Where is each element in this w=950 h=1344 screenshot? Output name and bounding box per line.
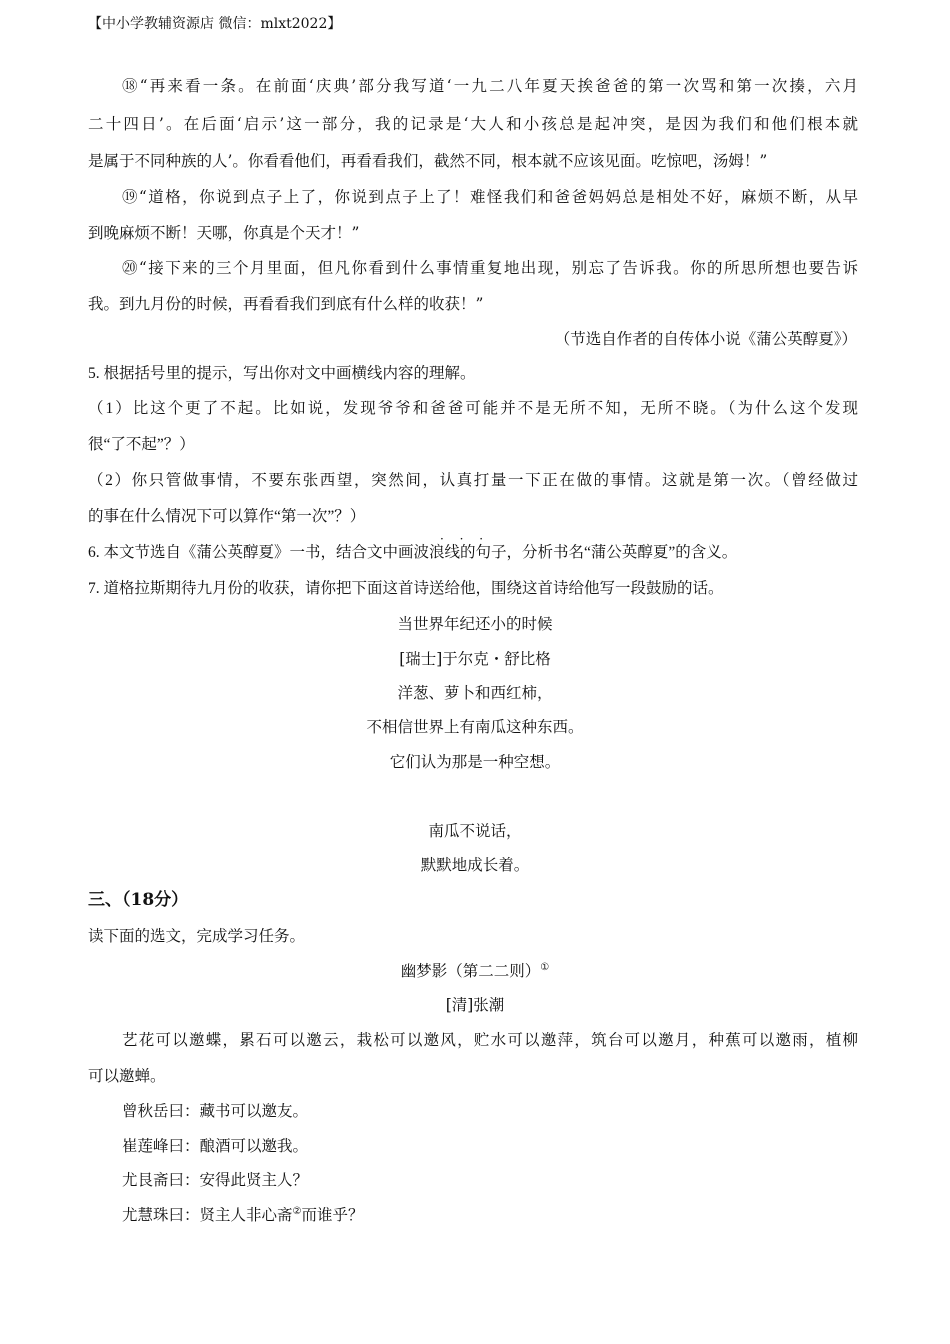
poem-line: 南瓜不说话， (428, 822, 522, 840)
emphasis-dots: · · · (440, 532, 490, 546)
section-instruction: 读下面的选文，完成学习任务。 (88, 928, 306, 945)
comment-line: 尤艮斋曰：安得此贤主人？ (122, 1171, 309, 1189)
poem-line: 默默地成长着。 (420, 856, 530, 874)
question-5-2-line-2: 的事在什么情况下可以算作“第一次”？） (88, 508, 366, 525)
text-title: 幽梦影（第二二则）① (400, 962, 550, 980)
poem-line: 不相信世界上有南瓜这种东西。 (366, 718, 584, 736)
text-body-line-2: 可以邀蝉。 (88, 1067, 166, 1085)
poem-title: 当世界年纪还小的时候 (397, 615, 553, 633)
paragraph-20-line-1: ⑳“接下来的三个月里面，但凡你看到什么事情重复地出现，别忘了告诉我。你的所思所想也要告诉 (122, 259, 858, 277)
comment-line: 崔莲峰曰：酿酒可以邀我。 (122, 1137, 309, 1155)
paragraph-18-line-2: 二十四日’。在后面‘启示’这一部分，我的记录是‘大人和小孩总是起冲突，是因为我们和他们根本就 (88, 115, 858, 133)
poem-author: [瑞士]于尔克・舒比格 (399, 650, 551, 668)
paragraph-18-line-1: ⑱“再来看一条。在前面‘庆典’部分我写道‘一九二八年夏天挨爸爸的第一次骂和第一次揍，六月 (122, 77, 858, 95)
question-7: 7. 道格拉斯期待九月份的收获，请你把下面这首诗送给他，围绕这首诗给他写一段鼓励的话。 (88, 580, 724, 597)
paragraph-19-line-2: 到晚麻烦不断！天哪，你真是个天才！” (88, 224, 360, 242)
paragraph-20-line-2: 我。到九月份的时候，再看看我们到底有什么样的收获！” (88, 295, 484, 313)
footnote-marker: ① (540, 962, 550, 973)
footnote-marker: ② (292, 1206, 302, 1217)
source-note: （节选自作者的自传体小说《蒲公英醇夏》） (554, 330, 857, 348)
text-author: [清]张潮 (445, 996, 505, 1014)
question-5-1-line-1: （1）比这个更了不起。比如说，发现爷爷和爸爸可能并不是无所不知，无所不晓。（为什么这个发现 (88, 400, 858, 417)
text-body-line-1: 艺花可以邀蝶，累石可以邀云，栽松可以邀风，贮水可以邀萍，筑台可以邀月，种蕉可以邀雨，植柳 (122, 1031, 858, 1049)
question-5-2-line-1: （2）你只管做事情，不要东张西望，突然间，认真打量一下正在做的事情。这就是第一次。（曾经做过 (88, 472, 858, 489)
paragraph-18-line-3: 是属于不同种族的人’。你看看他们，再看看我们，截然不同，根本就不应该见面。吃惊吧，汤姆！” (88, 152, 768, 170)
page-header: 【中小学教辅资源店 微信：mlxt2022】 (88, 16, 342, 32)
question-5: 5. 根据括号里的提示，写出你对文中画横线内容的理解。 (88, 365, 476, 382)
paragraph-19-line-1: ⑲“道格，你说到点子上了，你说到点子上了！难怪我们和爸爸妈妈总是相处不好，麻烦不断，从早 (122, 188, 858, 206)
poem-line: 它们认为那是一种空想。 (389, 753, 561, 771)
question-6: 6. 本文节选自《蒲公英醇夏》一书，结合文中画波浪线的句子，分析书名“蒲公英醇夏”的含义。 (88, 544, 738, 561)
poem-line: 洋葱、萝卜和西红柿， (397, 684, 553, 702)
question-5-1-line-2: 很“了不起”？） (88, 436, 195, 453)
comment-line: 曾秋岳曰：藏书可以邀友。 (122, 1102, 309, 1120)
section-heading: 三、（18分） (88, 890, 189, 910)
comment-line: 尤慧珠曰：贤主人非心斋②而谁乎？ (122, 1206, 364, 1224)
